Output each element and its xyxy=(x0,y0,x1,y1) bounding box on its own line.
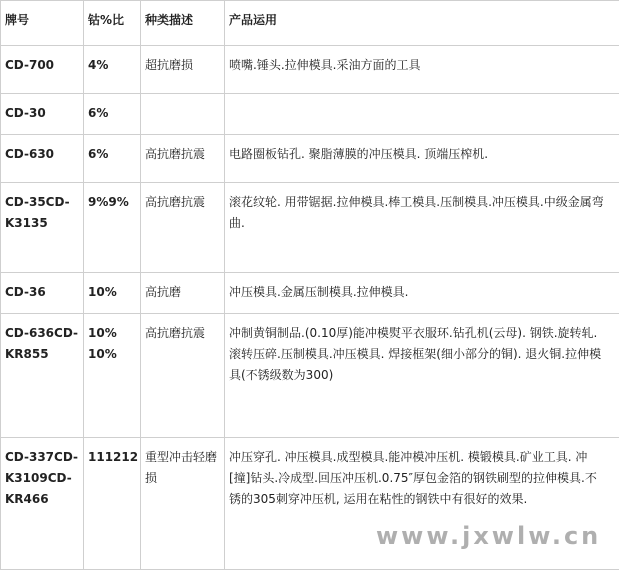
table-body xyxy=(1,1,619,570)
cell-type xyxy=(141,438,225,570)
cell-line: KR466 xyxy=(5,492,49,506)
cell-line: K3135 xyxy=(5,216,48,230)
cell-grade xyxy=(1,46,84,94)
cell-line: 冲压模具.金属压制模具.拉伸模具. xyxy=(229,285,409,299)
cell-line: 超抗磨损 xyxy=(145,58,194,72)
cell-line: CD-700 xyxy=(5,58,55,72)
cell-type xyxy=(141,183,225,273)
cell-type xyxy=(141,135,225,183)
table-row xyxy=(1,94,619,135)
cell-type xyxy=(141,46,225,94)
header-type: 种类描述 xyxy=(141,1,225,46)
cell-grade xyxy=(1,135,84,183)
cell-application xyxy=(225,135,619,183)
header-row xyxy=(1,1,619,46)
cell-cobalt xyxy=(84,94,141,135)
cell-line: 高抗磨 xyxy=(145,285,182,299)
cell-line: KR855 xyxy=(5,347,49,361)
cell-application xyxy=(225,46,619,94)
cell-line: 喷嘴.锤头.拉伸模具.采油方面的工具 xyxy=(229,58,421,72)
cell-application xyxy=(225,438,619,570)
cell-application xyxy=(225,273,619,314)
cell-grade xyxy=(1,183,84,273)
cell-line: 111212 xyxy=(88,450,139,464)
cell-line: 冲压穿孔. 冲压模具.成型模具.能冲模冲压机. 模锻模具.矿业工具. 冲 xyxy=(229,450,588,464)
cell-line: 曲. xyxy=(229,216,245,230)
cell-line: 具(不锈级数为300) xyxy=(229,368,334,382)
cell-grade xyxy=(1,438,84,570)
cell-line: 4% xyxy=(88,58,109,72)
cell-line: CD-337CD- xyxy=(5,450,78,464)
cell-line: CD-636CD- xyxy=(5,326,78,340)
cell-application xyxy=(225,183,619,273)
header-cobalt: 钴%比 xyxy=(84,1,141,46)
cell-line: 10% xyxy=(88,347,117,361)
cell-line: CD-630 xyxy=(5,147,55,161)
table-row xyxy=(1,135,619,183)
table-row xyxy=(1,438,619,570)
cell-type xyxy=(141,94,225,135)
table-row xyxy=(1,273,619,314)
cell-cobalt xyxy=(84,314,141,438)
watermark-text: www.jxwlw.cn xyxy=(376,522,602,550)
cell-line: 6% xyxy=(88,147,109,161)
cell-cobalt xyxy=(84,135,141,183)
cell-line: 滚转压碎.压制模具.冲压模具. 焊接框架(细小部分的铜). 退火铜.拉伸模 xyxy=(229,347,602,361)
header-application: 产品运用 xyxy=(225,1,619,46)
cell-cobalt xyxy=(84,183,141,273)
table-row xyxy=(1,314,619,438)
cell-cobalt xyxy=(84,438,141,570)
cell-cobalt xyxy=(84,273,141,314)
cell-line: 9%9% xyxy=(88,195,129,209)
cell-line: 损 xyxy=(145,471,158,485)
cell-line: 10% xyxy=(88,285,117,299)
cell-type xyxy=(141,314,225,438)
cell-grade xyxy=(1,273,84,314)
cell-grade xyxy=(1,94,84,135)
cell-line: 滚花纹轮. 用带锯据.拉伸模具.棒工模具.压制模具.冲压模具.中级金属弯 xyxy=(229,195,604,209)
cell-line: 6% xyxy=(88,106,109,120)
cell-line: [撞]钻头.冷成型.回压冲压机.0.75″厚包金箔的钢铁刷型的拉伸模具.不 xyxy=(229,471,597,485)
cell-line: CD-30 xyxy=(5,106,46,120)
cell-line: 高抗磨抗震 xyxy=(145,195,206,209)
cell-type xyxy=(141,273,225,314)
cell-line: CD-35CD- xyxy=(5,195,70,209)
cell-application xyxy=(225,94,619,135)
cell-line: 10% xyxy=(88,326,117,340)
cell-line: 高抗磨抗震 xyxy=(145,147,206,161)
cell-line: 锈的305刺穿冲压机, 运用在粘性的钢铁中有很好的效果. xyxy=(229,492,528,506)
cell-line: 冲制黄铜制品.(0.10厚)能冲模熨平衣服环.钻孔机(云母). 钢铁.旋转轧. xyxy=(229,326,598,340)
cell-line: 高抗磨抗震 xyxy=(145,326,206,340)
cell-line: 重型冲击轻磨 xyxy=(145,450,218,464)
cell-cobalt xyxy=(84,46,141,94)
cell-line: K3109CD- xyxy=(5,471,72,485)
table-row xyxy=(1,183,619,273)
header-grade: 牌号 xyxy=(1,1,84,46)
cell-line: 电路圈板钻孔. 聚脂薄膜的冲压模具. 顶端压榨机. xyxy=(229,147,489,161)
cell-line: CD-36 xyxy=(5,285,46,299)
cell-grade xyxy=(1,314,84,438)
cell-application xyxy=(225,314,619,438)
table-row xyxy=(1,46,619,94)
